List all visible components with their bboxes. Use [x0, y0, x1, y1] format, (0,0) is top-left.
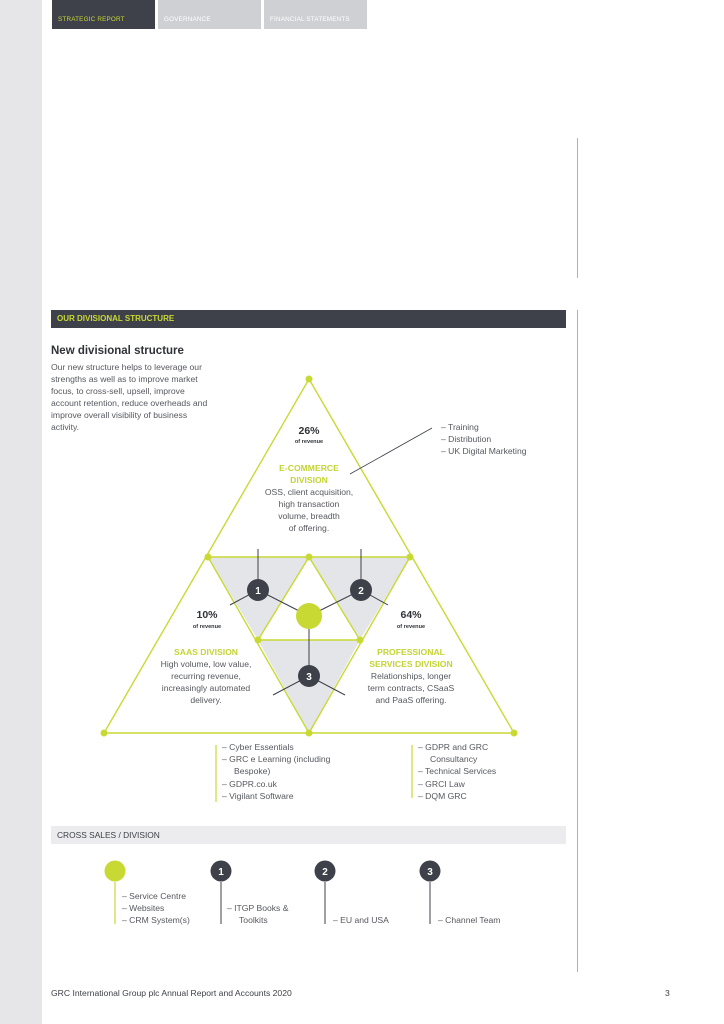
- list-item: – Cyber Essentials: [222, 742, 294, 752]
- vertex-dot-inner-right: [357, 637, 364, 644]
- list-item: – EU and USA: [333, 915, 389, 925]
- professional-percent-label: of revenue: [396, 624, 426, 630]
- professional-services-list: [418, 741, 528, 802]
- cross-marker-green-circle: [105, 861, 126, 882]
- ecommerce-percent: 26%: [298, 425, 320, 437]
- footer-text: GRC International Group plc Annual Report and Accounts 2020: [51, 988, 292, 998]
- vertex-dot-top: [306, 376, 313, 383]
- saas-percent-label: of revenue: [192, 624, 222, 630]
- cross-sales-column-0: [122, 890, 212, 927]
- list-item: – ITGP Books & Toolkits: [227, 903, 289, 926]
- cross-sales-column-3: [438, 914, 538, 926]
- cross-sales-column-2: [333, 914, 423, 926]
- vertex-dot-bottom-right: [511, 730, 518, 737]
- vertex-dot-bottom-mid: [306, 730, 313, 737]
- ecommerce-desc-line: OSS, client acquisition,: [264, 487, 354, 497]
- center-green-circle: [296, 603, 322, 629]
- cross-marker-2-label: 2: [322, 867, 328, 878]
- saas-percent: 10%: [196, 609, 218, 621]
- list-item: – DQM GRC: [418, 790, 467, 801]
- ecommerce-desc-line: volume, breadth: [278, 511, 340, 521]
- page-number: 3: [665, 988, 670, 998]
- marker-1-label: 1: [255, 586, 261, 597]
- cross-sales-header-label: CROSS SALES / DIVISION: [57, 830, 160, 840]
- page-title: New divisional structure: [51, 345, 184, 357]
- tab-governance[interactable]: GOVERNANCE: [158, 0, 261, 29]
- vertex-dot-mid: [306, 554, 313, 561]
- intro-paragraph: Our new structure helps to leverage our strengths as well as to improve market focus, to cross-sell, upsell, improve account retention, reduce overheads and improve overall visibility of business activity.: [51, 362, 208, 433]
- professional-desc-line: term contracts, CSaaS: [367, 683, 455, 693]
- tab-financial-statements[interactable]: FINANCIAL STATEMENTS: [264, 0, 367, 29]
- ecommerce-desc-line: high transaction: [278, 499, 340, 509]
- professional-desc-line: Relationships, longer: [370, 671, 452, 681]
- saas-services-list: [222, 741, 342, 802]
- ecommerce-division-title: [239, 462, 379, 486]
- cross-marker-1-label: 1: [218, 867, 224, 878]
- saas-division-title: [136, 646, 276, 658]
- vertex-dot-right: [407, 554, 414, 561]
- section-header-label: OUR DIVISIONAL STRUCTURE: [57, 314, 175, 323]
- list-item: – UK Digital Marketing: [441, 446, 527, 457]
- ecommerce-percent-label: of revenue: [294, 439, 324, 445]
- list-item: – GDPR.co.uk: [222, 778, 277, 789]
- ecommerce-title-line: DIVISION: [290, 475, 328, 485]
- list-item: – GRCI Law: [418, 778, 465, 789]
- marker-3-label: 3: [306, 672, 312, 683]
- saas-desc-line: recurring revenue,: [171, 671, 241, 681]
- list-item: – Channel Team: [438, 915, 501, 925]
- tab-strategic-report[interactable]: STRATEGIC REPORT: [52, 0, 155, 29]
- vertex-dot-left: [205, 554, 212, 561]
- saas-division-description: [136, 658, 276, 706]
- cross-sales-header-bar: [51, 826, 566, 844]
- marker-2-label: 2: [358, 586, 364, 597]
- list-item: – GDPR and GRC Consultancy: [418, 742, 489, 765]
- list-item: – CRM System(s): [122, 915, 190, 926]
- ecommerce-desc-line: of offering.: [288, 523, 330, 533]
- list-item: – Websites: [122, 903, 165, 914]
- professional-desc-line: and PaaS offering.: [375, 695, 447, 705]
- list-item: – Distribution: [441, 434, 492, 445]
- ecommerce-services-list: [441, 421, 571, 458]
- list-item: – Technical Services: [418, 766, 497, 777]
- saas-desc-line: delivery.: [190, 695, 222, 705]
- professional-percent: 64%: [400, 609, 422, 621]
- vertex-dot-bottom-left: [101, 730, 108, 737]
- vertex-dot-inner-left: [255, 637, 262, 644]
- ecommerce-division-description: [239, 486, 379, 534]
- list-item: – Service Centre: [122, 891, 187, 901]
- list-item: – Training: [441, 422, 479, 432]
- cross-sales-column-1: [227, 902, 307, 926]
- cross-marker-3-label: 3: [427, 867, 433, 878]
- list-item: – GRC e Learning (including Bespoke): [222, 754, 331, 777]
- professional-division-title: [341, 646, 481, 670]
- professional-title-line: SERVICES DIVISION: [369, 659, 453, 669]
- ecommerce-title-line: E-COMMERCE: [279, 463, 339, 473]
- saas-desc-line: High volume, low value,: [160, 659, 252, 669]
- saas-desc-line: increasingly automated: [161, 683, 251, 693]
- saas-title-line: SAAS DIVISION: [174, 647, 238, 657]
- professional-division-description: [341, 670, 481, 706]
- professional-title-line: PROFESSIONAL: [377, 647, 445, 657]
- list-item: – Vigilant Software: [222, 790, 294, 801]
